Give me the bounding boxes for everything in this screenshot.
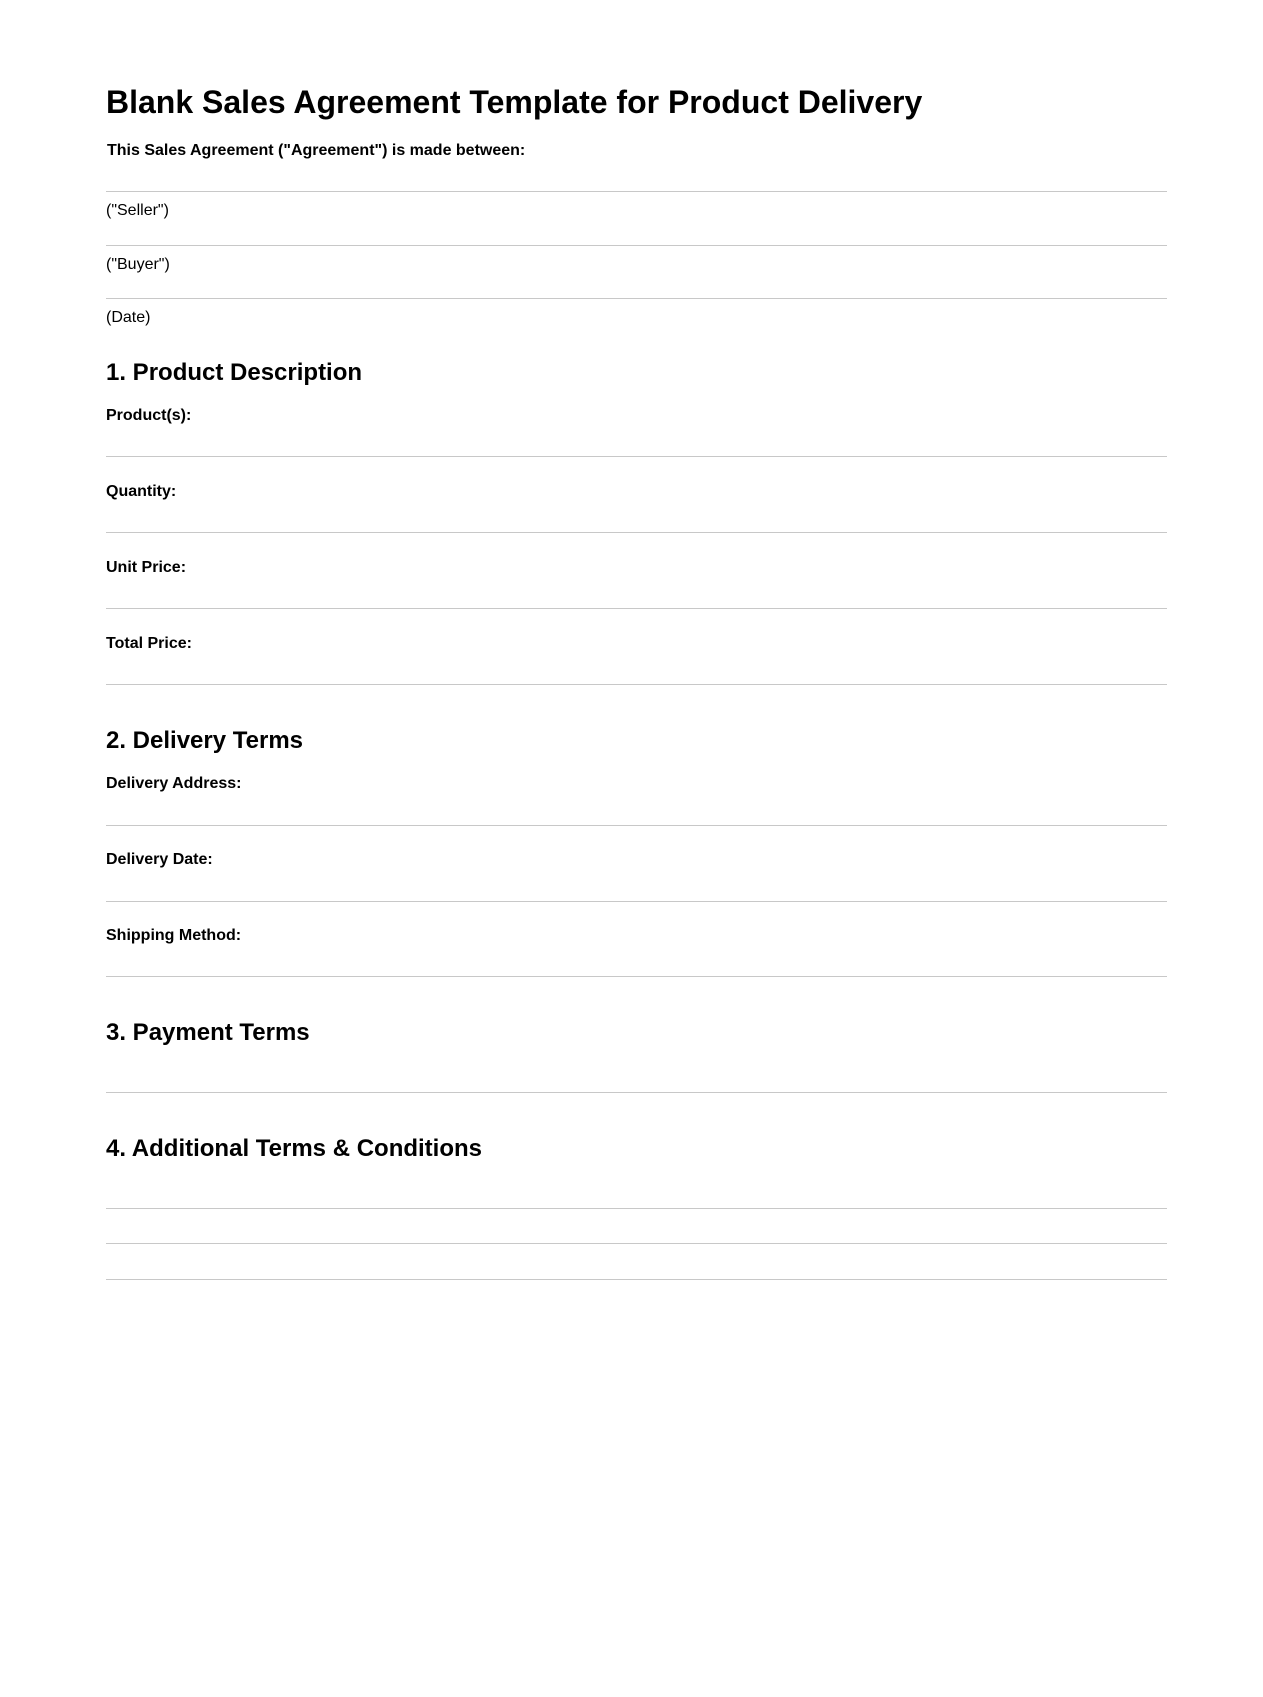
section-heading-delivery-terms: 2. Delivery Terms	[106, 727, 304, 754]
section-heading-product-description: 1. Product Description	[106, 359, 363, 386]
seller-label: ("Seller")	[106, 202, 169, 219]
field-line-shipping-method[interactable]	[106, 976, 1167, 977]
field-line-additional-terms-1[interactable]	[106, 1208, 1167, 1209]
field-line-quantity[interactable]	[106, 532, 1167, 533]
section-heading-payment-terms: 3. Payment Terms	[106, 1019, 310, 1046]
field-label-delivery-address: Delivery Address:	[106, 775, 242, 792]
date-label: (Date)	[106, 309, 151, 326]
page-title: Blank Sales Agreement Template for Product Delivery	[106, 84, 923, 120]
buyer-line[interactable]	[106, 245, 1167, 246]
field-line-delivery-date[interactable]	[106, 901, 1167, 902]
seller-line[interactable]	[106, 191, 1167, 192]
field-label-unit-price: Unit Price:	[106, 559, 187, 576]
field-label-total-price: Total Price:	[106, 635, 192, 652]
field-line-additional-terms-2[interactable]	[106, 1243, 1167, 1244]
intro-text: This Sales Agreement ("Agreement") is made between:	[107, 142, 526, 159]
field-line-products[interactable]	[106, 456, 1167, 457]
field-label-shipping-method: Shipping Method:	[106, 927, 242, 944]
field-line-delivery-address[interactable]	[106, 825, 1167, 826]
section-heading-additional-terms: 4. Additional Terms & Conditions	[106, 1135, 483, 1162]
buyer-label: ("Buyer")	[106, 256, 170, 273]
field-line-unit-price[interactable]	[106, 608, 1167, 609]
field-line-total-price[interactable]	[106, 684, 1167, 685]
field-label-products: Product(s):	[106, 407, 192, 424]
date-line[interactable]	[106, 298, 1167, 299]
field-line-additional-terms-3[interactable]	[106, 1279, 1167, 1280]
field-label-quantity: Quantity:	[106, 483, 177, 500]
field-label-delivery-date: Delivery Date:	[106, 851, 213, 868]
field-line-payment-terms[interactable]	[106, 1092, 1167, 1093]
